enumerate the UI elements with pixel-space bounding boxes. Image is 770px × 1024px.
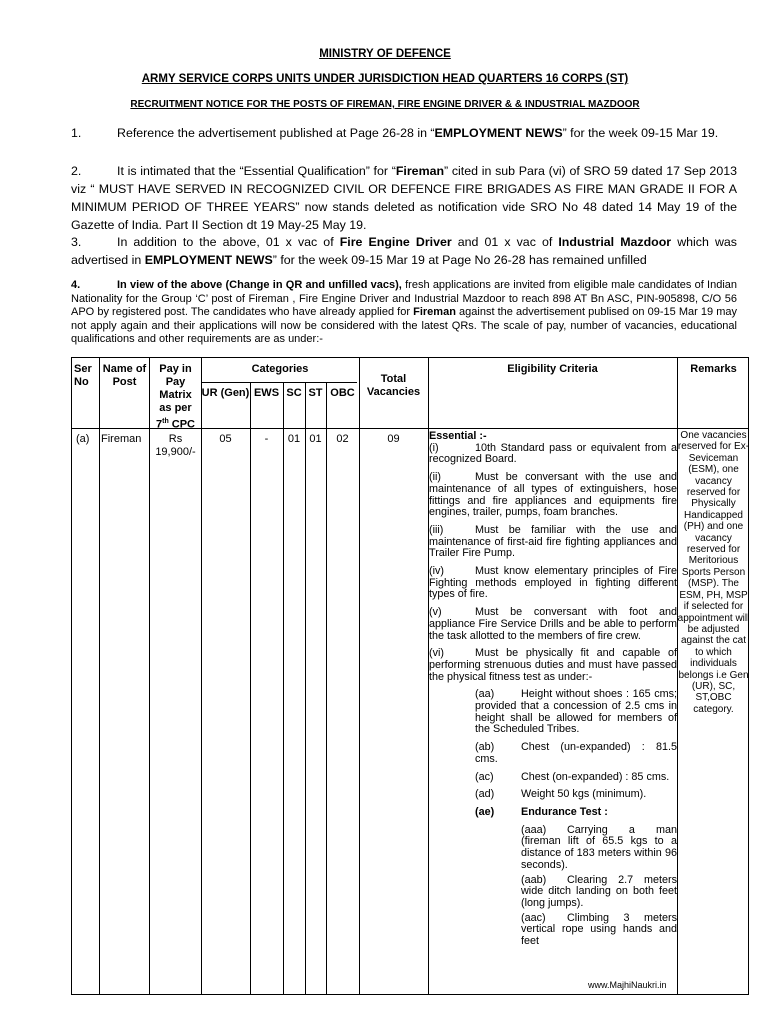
table-divider [99,358,100,994]
eligibility-sub-item [521,825,677,872]
cell-ser: (a) [76,433,90,445]
sub-item-key: (ae) [475,805,495,818]
sub-item-text: Weight 50 kgs (minimum). [521,788,647,801]
paragraph-1 [71,124,737,142]
para-number: 4. [71,279,81,291]
header-remarks: Remarks [690,363,737,375]
table-divider [283,382,284,994]
para-text: and 01 x vac of [451,235,559,249]
item-text: Must be conversant with foot and appliance Fire Service Drills and be able to perform the task allotted to the members of fire crew. [429,606,677,642]
header-pay: Pay in Pay Matrix as per 7th CPC [155,363,195,431]
eligibility-sub-item [475,689,677,736]
cell-ews: - [264,433,269,445]
cell-sc: 01 [287,433,301,445]
sub-item-text: Height without shoes : 165 cms; provided that a concession of 2.5 cms in height shall be allowed for members of the Scheduled Tribes. [475,688,677,736]
eligibility-items [429,443,677,684]
para-bold: Industrial Mazdoor [558,235,672,249]
para-text: It is intimated that the “Essential Qualification” for “ [117,164,396,178]
item-key: (v) [429,606,442,619]
paragraph-4 [71,279,737,347]
para-number: 1. [71,126,82,140]
header-ews: EWS [253,387,280,399]
para-text: ” for the week 09-15 Mar 19. [562,126,719,140]
para-text: ” cited in sub Para (vi) of SRO 59 dated 17 Sep 2013 viz “ MUST HAVE SERVED IN RECOGNIZED CIVIL OR DEFENCE FIRE BRIGADES AS FIRE MAN GRADE II FOR A MINIMUM PERIOD OF THREE YEARS” now stands deleted as notification vide SRO No 48 dated 14 May 19 of the Gazette of India. Part II Section dt 19 May-25 May 19. [71,164,737,232]
cell-total: 09 [387,433,400,445]
para-text: against the advertisement publised on 09-15 Mar 19 may not apply again and their applications will now be considered with the latest QRs [71,306,737,332]
table-divider [250,382,251,994]
cell-pay: Rs 19,900/- [155,433,196,458]
item-key: (ii) [429,471,441,484]
item-text: Must be conversant with the use and maintenance of all types of extinguishers, hose fittings and fire appliances and equipments fire engines, trailer, pumps, foam branches. [429,471,677,519]
cell-obc: 02 [336,433,349,445]
item-key: (vi) [429,647,444,660]
eligibility-item [429,472,677,519]
eligibility-sub-item [475,789,677,801]
sub-item-key: (aa) [475,688,495,701]
table-divider [326,382,327,994]
header-categories: Categories [251,363,309,375]
sub-item-text: Clearing 2.7 meters wide ditch landing on both feet (long jumps). [521,873,677,909]
eligibility-sub-item [475,772,677,784]
item-key: (iv) [429,565,444,578]
para-text: . The scale of pay, number of vacancies, educational qualifications and other requirements are as under:- [71,319,737,346]
eligibility-item [429,648,677,683]
item-key: (iii) [429,523,444,536]
sub-item-key: (ab) [475,741,495,754]
item-text: 10th Standard pass or equivalent from a recognized Board. [429,441,677,466]
header-st: ST [308,387,323,399]
sub-item-key: (aaa) [521,823,547,836]
para-text: In addition to the above, 01 x vac of [117,235,340,249]
heading-units: ARMY SERVICE CORPS UNITS UNDER JURISDICTION HEAD QUARTERS 16 CORPS (ST) [141,73,629,85]
sub-item-text: Chest (un-expanded) : 81.5 cms. [475,741,677,765]
eligibility-sub-items [429,689,677,947]
heading-ministry: MINISTRY OF DEFENCE [319,48,451,60]
table-divider [149,358,150,994]
cell-remarks: One vacancies reserved for Ex- Seviceman (ESM), one vacancy reserved for Physically Handicapped (PH) and one vacancy reserved for Meritorious Sports Person (MSP). The ESM, PH, MSP if selected for appointment will be adjusted against the cat to which individuals belongs i.e Gen (UR), SC, ST,OBC category. [677,430,750,715]
para-bold: EMPLOYMENT NEWS [144,253,273,267]
para-bold: Fireman [413,306,456,319]
header-ur: UR (Gen) [201,387,250,399]
table-rule [201,382,357,383]
watermark: www.MajhiNaukri.in [588,980,667,990]
cell-ur: 05 [219,433,232,445]
para-text: fresh applications are invited from eligible male candidates of Indian Nationality for the Group ‘C’ post of Fireman , Fire Engine Driver and Industrial Mazdoor to reach 898 AT Bn ASC, PIN-905898, C/O 56 APO by registered post. The candidates who have already applied for [71,279,737,319]
item-text: Must be physically fit and capable of performing strenuous duties and must have passed the physical fitness test as under:- [429,647,677,683]
sub-item-key: (ac) [475,770,494,783]
header-ser-no: Ser No [74,363,92,388]
cell-st: 01 [309,433,322,445]
para-number: 3. [71,235,82,249]
paragraph-3 [71,233,737,269]
para-bold: Fire Engine Driver [339,235,452,249]
eligibility-sub-item [475,742,677,765]
heading-notice: RECRUITMENT NOTICE FOR THE POSTS OF FIREMAN, FIRE ENGINE DRIVER & & INDUSTRIAL MAZDOOR [130,99,640,110]
eligibility-sub-item [475,807,677,819]
sub-item-key: (aac) [521,911,546,924]
item-key: (i) [429,441,439,454]
para-text: Reference the advertisement published at Page 26-28 in “ [117,126,435,140]
eligibility-item [429,566,677,601]
sub-item-text: Endurance Test : [521,805,608,818]
eligibility-item [429,525,677,560]
header-total-vacancies: Total Vacancies [366,373,421,398]
para-text: ” for the week 09-15 Mar 19 at Page No 26-28 has remained unfilled [272,253,647,267]
paragraph-2 [71,162,737,234]
header-name-of-post: Name of Post [102,363,147,388]
eligibility-title: Essential :- [429,430,487,442]
table-divider [359,358,360,994]
table-divider [305,382,306,994]
item-text: Must be familiar with the use and maintenance of first-aid fire fighting appliances and Trailer Fire Pump. [429,523,677,560]
eligibility-item [429,443,677,466]
sub-item-text: Carrying a man (fireman lift of 65.5 kgs to a distance of 183 meters within 96 seconds). [521,823,677,871]
para-bold: Fireman [395,164,445,178]
para-text: which was advertised in [71,235,737,267]
eligibility-criteria [429,431,677,951]
para-number: 2. [71,164,82,178]
sub-item-text: Climbing 3 meters vertical rope using hands and feet [521,911,677,948]
sub-item-text: Chest (on-expanded) : 85 cms. [521,770,670,783]
sub-item-key: (ad) [475,788,495,801]
eligibility-sub-item [521,913,677,948]
header-eligibility: Eligibility Criteria [507,363,598,375]
sub-item-key: (aab) [521,873,547,886]
header-obc: OBC [330,387,355,399]
para-bold: EMPLOYMENT NEWS [434,126,563,140]
eligibility-sub-item [521,875,677,910]
eligibility-item [429,607,677,642]
cell-post-name: Fireman [101,433,142,445]
header-sc: SC [286,387,302,399]
item-text: Must know elementary principles of Fire Fighting methods employed in fighting different types of fire. [429,565,677,601]
para-bold: In view of the above (Change in QR and unfilled vacs), [117,279,402,291]
table-divider [201,358,202,994]
vacancy-table [71,357,749,995]
